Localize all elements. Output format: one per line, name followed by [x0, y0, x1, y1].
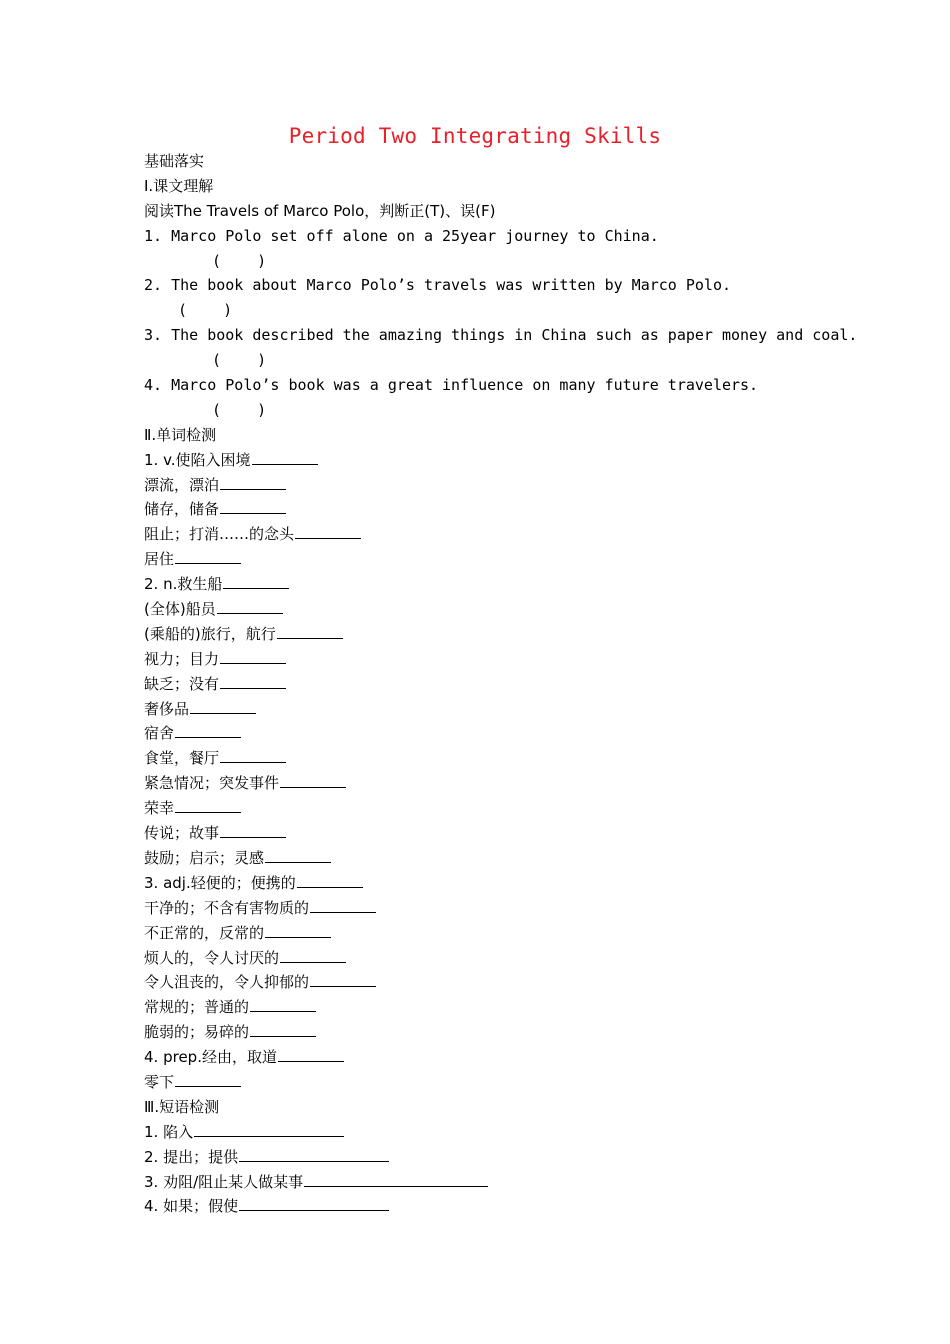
word-item: 烦人的，令人讨厌的	[144, 946, 844, 971]
answer-blank[interactable]	[252, 450, 318, 465]
word-item: 2. n.救生船	[144, 572, 844, 597]
word-item: 食堂，餐厅	[144, 746, 844, 771]
tf-question: 4. Marco Polo’s book was a great influence on many future travelers.	[144, 376, 759, 395]
page-title: Period Two Integrating Skills	[288, 124, 662, 148]
word-item: 阻止；打消……的念头	[144, 522, 844, 547]
answer-blank[interactable]	[310, 898, 376, 913]
answer-blank[interactable]	[220, 475, 286, 490]
answer-blank[interactable]	[239, 1147, 389, 1162]
answer-blank[interactable]	[250, 997, 316, 1012]
section-heading: 基础落实	[144, 152, 205, 170]
word-item: (全体)船员	[144, 597, 844, 622]
tf-answer-bracket: ( )	[212, 351, 267, 370]
answer-blank[interactable]	[265, 923, 331, 938]
word-item: 干净的；不含有害物质的	[144, 896, 844, 921]
answer-blank[interactable]	[250, 1022, 316, 1037]
tf-question: 1. Marco Polo set off alone on a 25year journey to China.	[144, 226, 659, 245]
word-item: 储存，储备	[144, 497, 844, 522]
word-item: 1. v.使陷入困境	[144, 448, 844, 473]
word-item: (乘船的)旅行，航行	[144, 622, 844, 647]
word-item: 4. prep.经由，取道	[144, 1045, 844, 1070]
answer-blank[interactable]	[190, 699, 256, 714]
answer-blank[interactable]	[304, 1172, 488, 1187]
answer-blank[interactable]	[239, 1196, 389, 1211]
phrase-item: 3. 劝阻/阻止某人做某事	[144, 1170, 844, 1195]
answer-blank[interactable]	[175, 723, 241, 738]
phrase-item: 4. 如果；假使	[144, 1194, 844, 1219]
answer-blank[interactable]	[278, 1047, 344, 1062]
tf-answer-bracket: ( )	[212, 400, 267, 419]
phrase-item: 2. 提出；提供	[144, 1145, 844, 1170]
answer-blank[interactable]	[175, 1072, 241, 1087]
word-item: 奢侈品	[144, 697, 844, 722]
answer-blank[interactable]	[217, 599, 283, 614]
word-item: 荣幸	[144, 796, 844, 821]
word-item: 居住	[144, 547, 844, 572]
word-item: 紧急情况；突发事件	[144, 771, 844, 796]
part1-heading: Ⅰ.课文理解	[144, 176, 214, 195]
document-body	[144, 149, 858, 1219]
phrase-item: 1. 陷入	[144, 1120, 844, 1145]
part3-heading: Ⅲ.短语检测	[144, 1097, 220, 1116]
answer-blank[interactable]	[220, 674, 286, 689]
answer-blank[interactable]	[277, 624, 343, 639]
answer-blank[interactable]	[175, 798, 241, 813]
word-item: 缺乏；没有	[144, 672, 844, 697]
answer-blank[interactable]	[223, 574, 289, 589]
word-item: 宿舍	[144, 721, 844, 746]
tf-answer-bracket: ( )	[212, 251, 267, 270]
answer-blank[interactable]	[280, 948, 346, 963]
answer-blank[interactable]	[175, 549, 241, 564]
answer-blank[interactable]	[220, 748, 286, 763]
answer-blank[interactable]	[220, 649, 286, 664]
word-item: 常规的；普通的	[144, 995, 844, 1020]
answer-blank[interactable]	[280, 773, 346, 788]
answer-blank[interactable]	[297, 873, 363, 888]
tf-answer-bracket: ( )	[178, 301, 233, 320]
word-item: 视力；目力	[144, 647, 844, 672]
answer-blank[interactable]	[194, 1122, 344, 1137]
part1-instruction: 阅读The Travels of Marco Polo，判断正(T)、误(F)	[144, 201, 496, 220]
word-item: 传说；故事	[144, 821, 844, 846]
word-item: 鼓励；启示；灵感	[144, 846, 844, 871]
part2-heading: Ⅱ.单词检测	[144, 425, 217, 444]
answer-blank[interactable]	[310, 972, 376, 987]
answer-blank[interactable]	[220, 823, 286, 838]
word-item: 不正常的，反常的	[144, 921, 844, 946]
answer-blank[interactable]	[265, 848, 331, 863]
answer-blank[interactable]	[295, 524, 361, 539]
tf-question: 2. The book about Marco Polo’s travels was written by Marco Polo.	[144, 276, 731, 295]
answer-blank[interactable]	[220, 499, 286, 514]
tf-question: 3. The book described the amazing things in China such as paper money and coal.	[144, 326, 858, 345]
word-item: 3. adj.轻便的；便携的	[144, 871, 844, 896]
word-item: 脆弱的；易碎的	[144, 1020, 844, 1045]
word-item: 零下	[144, 1070, 844, 1095]
word-item: 漂流，漂泊	[144, 473, 844, 498]
word-item: 令人沮丧的，令人抑郁的	[144, 970, 844, 995]
